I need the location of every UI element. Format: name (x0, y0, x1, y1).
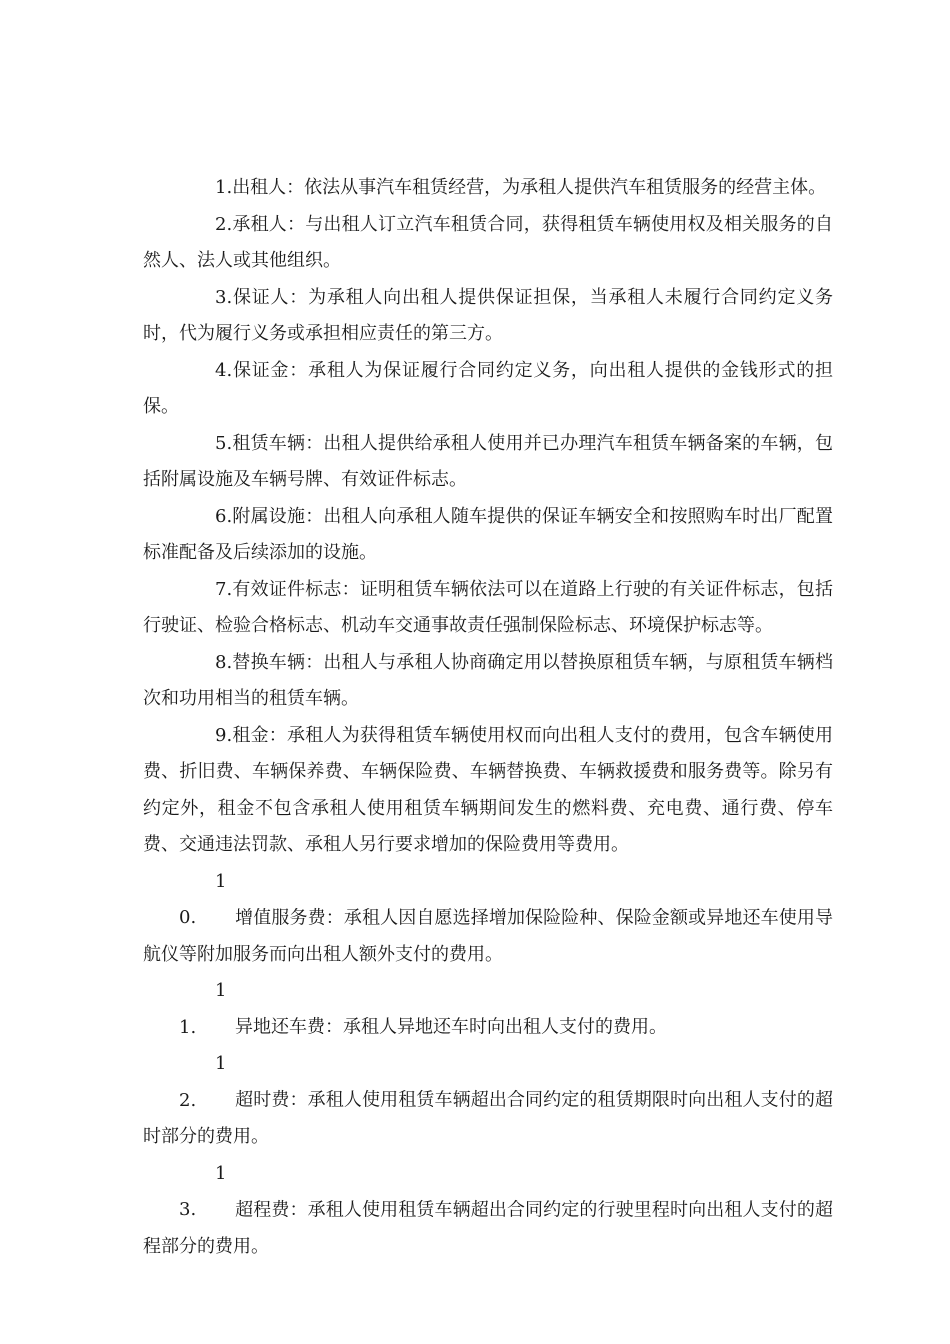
definition-item-12 (143, 1046, 833, 1156)
definition-text: 承租人：与出租人订立汽车租赁合同，获得租赁车辆使用权及相关服务的自然人、法人或其他组织。 (143, 213, 833, 271)
definition-item-9 (143, 718, 833, 864)
definition-number: 6. (215, 505, 233, 527)
definition-item-6 (143, 499, 833, 572)
definition-text: 异地还车费：承租人异地还车时向出租人支付的费用。 (235, 1016, 667, 1038)
definition-item-7 (143, 572, 833, 645)
definition-item-11 (143, 973, 833, 1046)
definition-text: 租赁车辆：出租人提供给承租人使用并已办理汽车租赁车辆备案的车辆，包括附属设施及车辆号牌、有效证件标志。 (143, 432, 833, 490)
definition-number: 7. (215, 578, 233, 600)
definitions-list (143, 170, 833, 1265)
definition-text: 保证金：承租人为保证履行合同约定义务，向出租人提供的金钱形式的担保。 (143, 359, 833, 417)
definition-number: 9. (215, 724, 233, 746)
definition-number: 4. (215, 359, 233, 381)
definition-text: 租金：承租人为获得租赁车辆使用权而向出租人支付的费用，包含车辆使用费、折旧费、车辆保养费、车辆保险费、车辆替换费、车辆救援费和服务费等。除另有约定外，租金不包含承租人使用租赁车辆期间发生的燃料费、充电费、通行费、停车费、交通违法罚款、承租人另行要求增加的保险费用等费用。 (143, 724, 833, 855)
definition-number: 3. (215, 286, 233, 308)
definition-text: 保证人：为承租人向出租人提供保证担保，当承租人未履行合同约定义务时，代为履行义务或承担相应责任的第三方。 (143, 286, 833, 344)
definition-text: 出租人：依法从事汽车租赁经营，为承租人提供汽车租赁服务的经营主体。 (232, 177, 827, 198)
definition-text: 有效证件标志：证明租赁车辆依法可以在道路上行驶的有关证件标志，包括行驶证、检验合格标志、机动车交通事故责任强制保险标志、环境保护标志等。 (143, 578, 833, 636)
definition-text: 增值服务费：承租人因自愿选择增加保险险种、保险金额或异地还车使用导航仪等附加服务而向出租人额外支付的费用。 (143, 907, 833, 965)
definition-text: 超时费：承租人使用租赁车辆超出合同约定的租赁期限时向出租人支付的超时部分的费用。 (143, 1089, 833, 1147)
definition-item-3 (143, 280, 833, 353)
definition-number: 12. (179, 1053, 227, 1111)
definition-item-2 (143, 207, 833, 280)
definition-text: 替换车辆：出租人与承租人协商确定用以替换原租赁车辆，与原租赁车辆档次和功用相当的租赁车辆。 (143, 651, 833, 709)
definition-number: 13. (179, 1162, 227, 1220)
definition-number: 2. (215, 213, 233, 235)
definition-item-4 (143, 353, 833, 426)
definition-number: 10. (179, 870, 227, 928)
definition-item-5 (143, 426, 833, 499)
definition-item-1 (143, 170, 833, 207)
definition-number: 11. (179, 980, 227, 1038)
definition-text: 超程费：承租人使用租赁车辆超出合同约定的行驶里程时向出租人支付的超程部分的费用。 (143, 1199, 833, 1257)
definition-text: 附属设施：出租人向承租人随车提供的保证车辆安全和按照购车时出厂配置标准配备及后续添加的设施。 (143, 505, 833, 563)
definition-number: 8. (215, 651, 233, 673)
definition-item-10 (143, 864, 833, 974)
definition-number: 5. (215, 432, 233, 454)
definition-item-13 (143, 1156, 833, 1266)
definition-number: 1. (215, 177, 233, 198)
definition-item-8 (143, 645, 833, 718)
